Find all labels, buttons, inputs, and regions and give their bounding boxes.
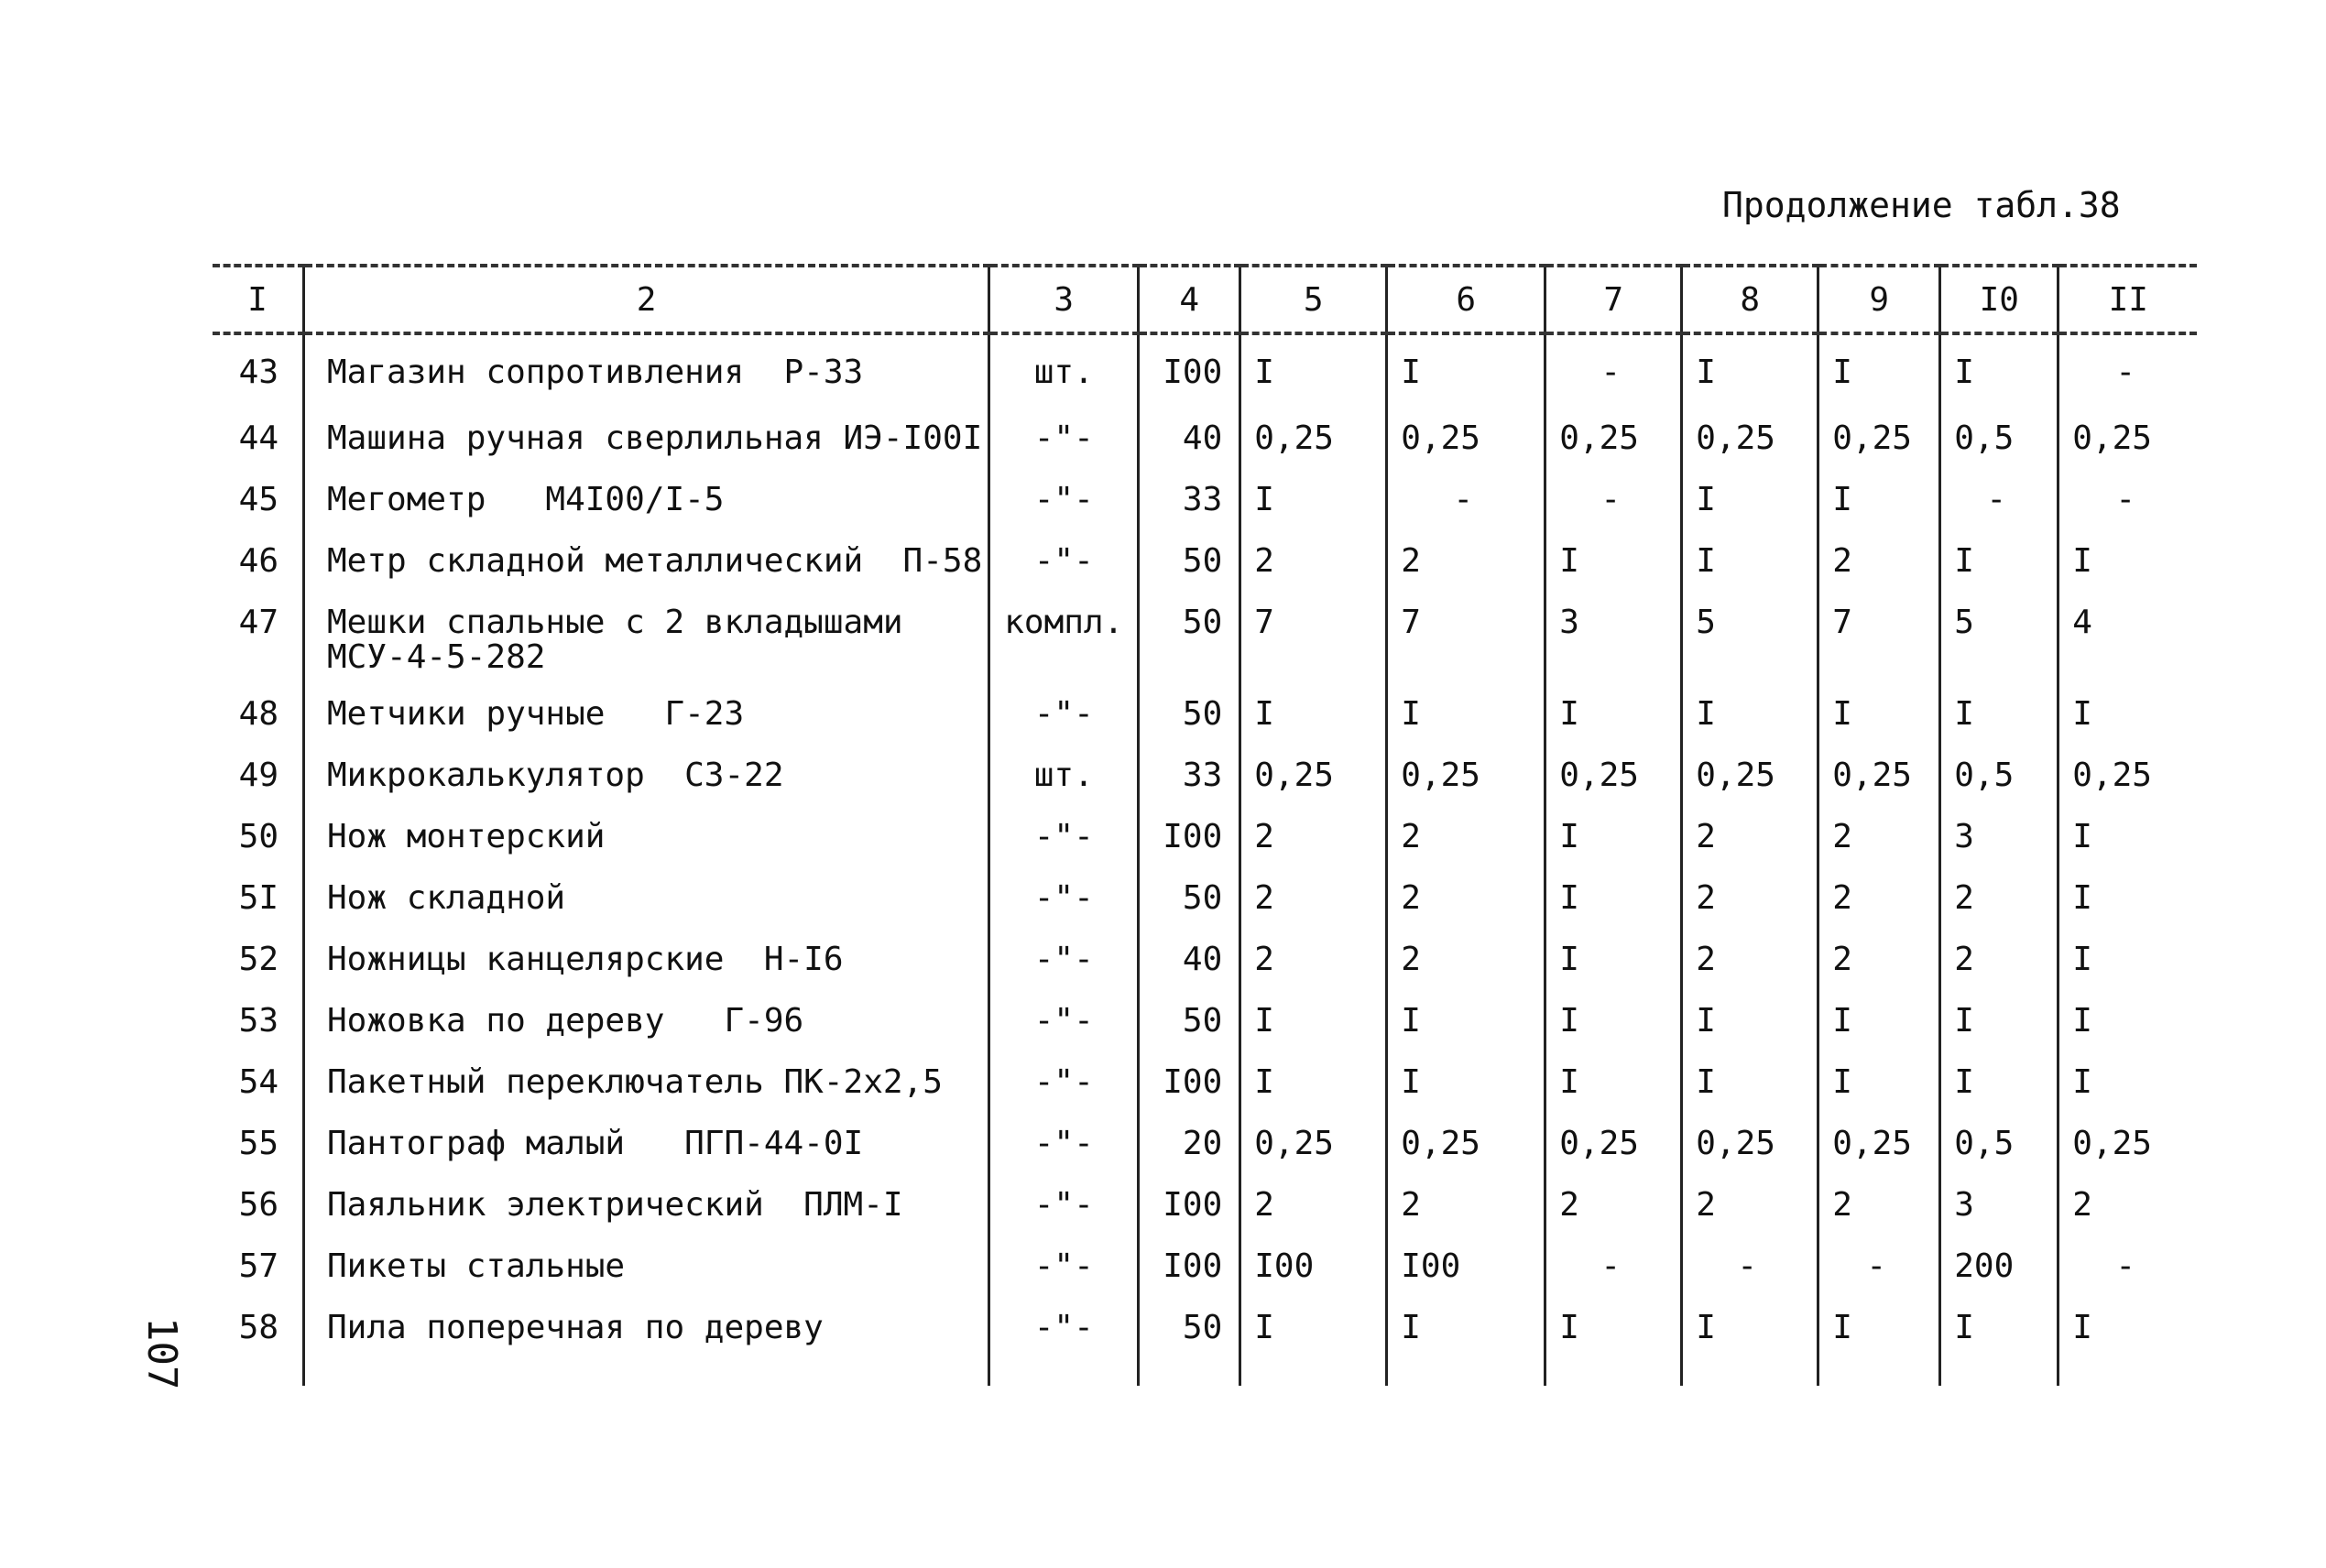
table-row [213, 684, 2197, 746]
value-col-7: I [1545, 684, 1682, 746]
quantity: 50 [1139, 593, 1240, 684]
value-col-7: 0,25 [1545, 1114, 1682, 1175]
table-row [213, 593, 2197, 684]
value-col-5: I [1240, 1298, 1387, 1386]
quantity: 50 [1139, 868, 1240, 930]
quantity: 50 [1139, 531, 1240, 593]
item-name [304, 408, 989, 470]
value-col-9: - [1818, 1236, 1940, 1298]
table-row [213, 1236, 2197, 1298]
value-col-8: 0,25 [1682, 746, 1818, 807]
value-col-11: - [2058, 333, 2198, 408]
value-col-11: I [2058, 531, 2198, 593]
unit: -"- [989, 470, 1139, 531]
item-name-text: Магазин сопротивления Р-33 [327, 354, 864, 391]
value-col-5: 0,25 [1240, 1114, 1387, 1175]
value-col-9: 0,25 [1818, 1114, 1940, 1175]
row-number: 53 [238, 1002, 278, 1040]
value-col-7: 2 [1545, 1175, 1682, 1236]
item-name [304, 746, 989, 807]
value-col-7: I [1545, 1052, 1682, 1114]
row-number: 44 [238, 419, 278, 457]
value-col-5: 7 [1240, 593, 1387, 684]
value-col-11: - [2058, 1236, 2198, 1298]
value-col-8: 2 [1682, 1175, 1818, 1236]
item-name [304, 531, 989, 593]
unit: -"- [989, 991, 1139, 1052]
value-col-8: I [1682, 1298, 1818, 1386]
value-col-11: 4 [2058, 593, 2198, 684]
value-col-6: 0,25 [1387, 746, 1545, 807]
value-col-10: 0,5 [1940, 1114, 2058, 1175]
value-col-9: I [1818, 470, 1940, 531]
unit: -"- [989, 1298, 1139, 1386]
value-col-6: 2 [1387, 930, 1545, 991]
item-name-text: Пикеты стальные [327, 1247, 626, 1285]
row-number: 54 [238, 1063, 278, 1101]
value-col-7: - [1545, 333, 1682, 408]
column-header: 6 [1387, 266, 1545, 333]
quantity: I00 [1139, 1052, 1240, 1114]
row-number: 52 [238, 941, 278, 978]
value-col-11: I [2058, 868, 2198, 930]
table-row [213, 868, 2197, 930]
value-col-7: 0,25 [1545, 746, 1682, 807]
item-name [304, 1114, 989, 1175]
value-col-10: 3 [1940, 807, 2058, 868]
value-col-11: I [2058, 930, 2198, 991]
value-col-8: I [1682, 333, 1818, 408]
value-col-6: I [1387, 991, 1545, 1052]
row-number: 45 [238, 481, 278, 518]
item-name-text: Машина ручная сверлильная ИЭ-I00I [327, 419, 983, 457]
table-caption: Продолжение табл.38 [1722, 185, 2121, 225]
page-number: 107 [138, 1317, 185, 1390]
value-col-5: 2 [1240, 868, 1387, 930]
item-name [304, 1236, 989, 1298]
value-col-7: 0,25 [1545, 408, 1682, 470]
item-name-text: Паяльник электрический ПЛМ-I [327, 1186, 903, 1224]
quantity: 50 [1139, 684, 1240, 746]
table-row [213, 408, 2197, 470]
item-name [304, 930, 989, 991]
value-col-9: 2 [1818, 807, 1940, 868]
column-header: 8 [1682, 266, 1818, 333]
unit: -"- [989, 807, 1139, 868]
value-col-11: 0,25 [2058, 746, 2198, 807]
table-row [213, 470, 2197, 531]
value-col-5: I [1240, 333, 1387, 408]
value-col-9: 2 [1818, 868, 1940, 930]
equipment-table [213, 264, 2197, 1386]
column-header: I0 [1940, 266, 2058, 333]
value-col-10: 2 [1940, 868, 2058, 930]
value-col-9: 0,25 [1818, 746, 1940, 807]
value-col-5: 2 [1240, 1175, 1387, 1236]
column-header: II [2058, 266, 2198, 333]
value-col-11: I [2058, 807, 2198, 868]
table-row [213, 746, 2197, 807]
value-col-6: I [1387, 333, 1545, 408]
table-header-row [213, 266, 2197, 333]
item-name [304, 807, 989, 868]
value-col-11: 0,25 [2058, 1114, 2198, 1175]
item-name [304, 333, 989, 408]
value-col-8: 5 [1682, 593, 1818, 684]
value-col-11: I [2058, 991, 2198, 1052]
value-col-5: 0,25 [1240, 408, 1387, 470]
item-name-text: Метр складной металлический П-58 [327, 542, 983, 580]
quantity: 20 [1139, 1114, 1240, 1175]
value-col-8: I [1682, 684, 1818, 746]
item-name [304, 1052, 989, 1114]
row-number: 49 [238, 757, 278, 794]
value-col-9: 7 [1818, 593, 1940, 684]
value-col-10: I [1940, 531, 2058, 593]
value-col-6: I [1387, 1298, 1545, 1386]
value-col-8: I [1682, 991, 1818, 1052]
row-number: 46 [238, 542, 278, 580]
value-col-9: I [1818, 333, 1940, 408]
item-name-text: Пила поперечная по дереву [327, 1309, 824, 1346]
value-col-8: I [1682, 531, 1818, 593]
unit: -"- [989, 930, 1139, 991]
value-col-10: I [1940, 1052, 2058, 1114]
value-col-9: 2 [1818, 930, 1940, 991]
quantity: 50 [1139, 1298, 1240, 1386]
quantity: 50 [1139, 991, 1240, 1052]
value-col-5: 2 [1240, 930, 1387, 991]
value-col-5: 0,25 [1240, 746, 1387, 807]
value-col-5: I [1240, 470, 1387, 531]
item-name [304, 684, 989, 746]
item-name-text: Ножовка по дереву Г-96 [327, 1002, 804, 1040]
value-col-10: I [1940, 684, 2058, 746]
column-header: 2 [304, 266, 989, 333]
value-col-8: 0,25 [1682, 1114, 1818, 1175]
quantity: 40 [1139, 408, 1240, 470]
value-col-7: - [1545, 470, 1682, 531]
table-row [213, 930, 2197, 991]
item-name [304, 1298, 989, 1386]
row-number: 56 [238, 1186, 278, 1224]
quantity: I00 [1139, 807, 1240, 868]
value-col-5: I00 [1240, 1236, 1387, 1298]
row-number: 58 [238, 1309, 278, 1346]
value-col-8: 2 [1682, 807, 1818, 868]
column-header: 7 [1545, 266, 1682, 333]
column-header: I [213, 266, 304, 333]
row-number: 43 [238, 354, 278, 391]
value-col-10: - [1940, 470, 2058, 531]
value-col-7: - [1545, 1236, 1682, 1298]
value-col-5: I [1240, 991, 1387, 1052]
value-col-10: 2 [1940, 930, 2058, 991]
unit: шт. [989, 746, 1139, 807]
value-col-9: 0,25 [1818, 408, 1940, 470]
value-col-8: 0,25 [1682, 408, 1818, 470]
unit: -"- [989, 1052, 1139, 1114]
item-name-text: Ножницы канцелярские Н-I6 [327, 941, 844, 978]
unit: -"- [989, 1114, 1139, 1175]
value-col-9: 2 [1818, 531, 1940, 593]
value-col-11: I [2058, 684, 2198, 746]
value-col-10: 0,5 [1940, 408, 2058, 470]
quantity: I00 [1139, 1236, 1240, 1298]
value-col-11: 2 [2058, 1175, 2198, 1236]
table-row [213, 1298, 2197, 1386]
value-col-6: 2 [1387, 868, 1545, 930]
table-row [213, 333, 2197, 408]
row-number: 47 [238, 604, 278, 641]
unit: компл. [989, 593, 1139, 684]
row-number: 50 [238, 818, 278, 855]
item-name-text: Нож складной [327, 879, 566, 917]
value-col-6: - [1387, 470, 1545, 531]
column-header: 3 [989, 266, 1139, 333]
value-col-7: 3 [1545, 593, 1682, 684]
unit: -"- [989, 684, 1139, 746]
value-col-10: 200 [1940, 1236, 2058, 1298]
unit: -"- [989, 531, 1139, 593]
value-col-11: - [2058, 470, 2198, 531]
value-col-6: 0,25 [1387, 408, 1545, 470]
quantity: I00 [1139, 1175, 1240, 1236]
value-col-8: 2 [1682, 868, 1818, 930]
table-row [213, 807, 2197, 868]
column-header: 5 [1240, 266, 1387, 333]
quantity: 40 [1139, 930, 1240, 991]
value-col-6: 2 [1387, 1175, 1545, 1236]
unit: шт. [989, 333, 1139, 408]
value-col-8: - [1682, 1236, 1818, 1298]
value-col-10: 0,5 [1940, 746, 2058, 807]
value-col-7: I [1545, 1298, 1682, 1386]
value-col-11: I [2058, 1052, 2198, 1114]
table-row [213, 531, 2197, 593]
item-name [304, 593, 989, 684]
value-col-11: I [2058, 1298, 2198, 1386]
value-col-11: 0,25 [2058, 408, 2198, 470]
table-row [213, 1114, 2197, 1175]
value-col-5: I [1240, 684, 1387, 746]
item-name-text: Мешки спальные с 2 вкладышами МСУ-4-5-282 [327, 604, 903, 676]
unit: -"- [989, 408, 1139, 470]
value-col-5: 2 [1240, 531, 1387, 593]
unit: -"- [989, 1175, 1139, 1236]
column-header: 9 [1818, 266, 1940, 333]
quantity: I00 [1139, 333, 1240, 408]
value-col-9: I [1818, 684, 1940, 746]
item-name [304, 1175, 989, 1236]
value-col-6: 0,25 [1387, 1114, 1545, 1175]
column-header: 4 [1139, 266, 1240, 333]
value-col-10: 5 [1940, 593, 2058, 684]
quantity: 33 [1139, 470, 1240, 531]
row-number: 55 [238, 1125, 278, 1162]
table-row [213, 991, 2197, 1052]
row-number: 57 [238, 1247, 278, 1285]
value-col-8: I [1682, 1052, 1818, 1114]
value-col-7: I [1545, 991, 1682, 1052]
table-row [213, 1175, 2197, 1236]
item-name-text: Нож монтерский [327, 818, 606, 855]
item-name-text: Пантограф малый ПГП-44-0I [327, 1125, 864, 1162]
unit: -"- [989, 1236, 1139, 1298]
value-col-7: I [1545, 807, 1682, 868]
item-name-text: Метчики ручные Г-23 [327, 695, 745, 733]
value-col-7: I [1545, 930, 1682, 991]
value-col-9: I [1818, 1052, 1940, 1114]
item-name [304, 991, 989, 1052]
value-col-5: 2 [1240, 807, 1387, 868]
value-col-9: I [1818, 1298, 1940, 1386]
item-name [304, 470, 989, 531]
value-col-10: I [1940, 991, 2058, 1052]
row-number: 48 [238, 695, 278, 733]
value-col-7: I [1545, 868, 1682, 930]
unit: -"- [989, 868, 1139, 930]
item-name [304, 868, 989, 930]
value-col-9: 2 [1818, 1175, 1940, 1236]
value-col-10: I [1940, 333, 2058, 408]
table-row [213, 1052, 2197, 1114]
quantity: 33 [1139, 746, 1240, 807]
value-col-6: 2 [1387, 531, 1545, 593]
value-col-10: I [1940, 1298, 2058, 1386]
value-col-7: I [1545, 531, 1682, 593]
item-name-text: Мегометр М4I00/I-5 [327, 481, 725, 518]
value-col-6: 7 [1387, 593, 1545, 684]
value-col-9: I [1818, 991, 1940, 1052]
value-col-10: 3 [1940, 1175, 2058, 1236]
value-col-8: 2 [1682, 930, 1818, 991]
value-col-6: I [1387, 1052, 1545, 1114]
value-col-8: I [1682, 470, 1818, 531]
value-col-6: I [1387, 684, 1545, 746]
value-col-6: I00 [1387, 1236, 1545, 1298]
item-name-text: Пакетный переключатель ПК-2х2,5 [327, 1063, 943, 1101]
row-number: 5I [238, 879, 278, 917]
item-name-text: Микрокалькулятор С3-22 [327, 757, 784, 794]
value-col-6: 2 [1387, 807, 1545, 868]
table-body [213, 333, 2197, 1386]
value-col-5: I [1240, 1052, 1387, 1114]
